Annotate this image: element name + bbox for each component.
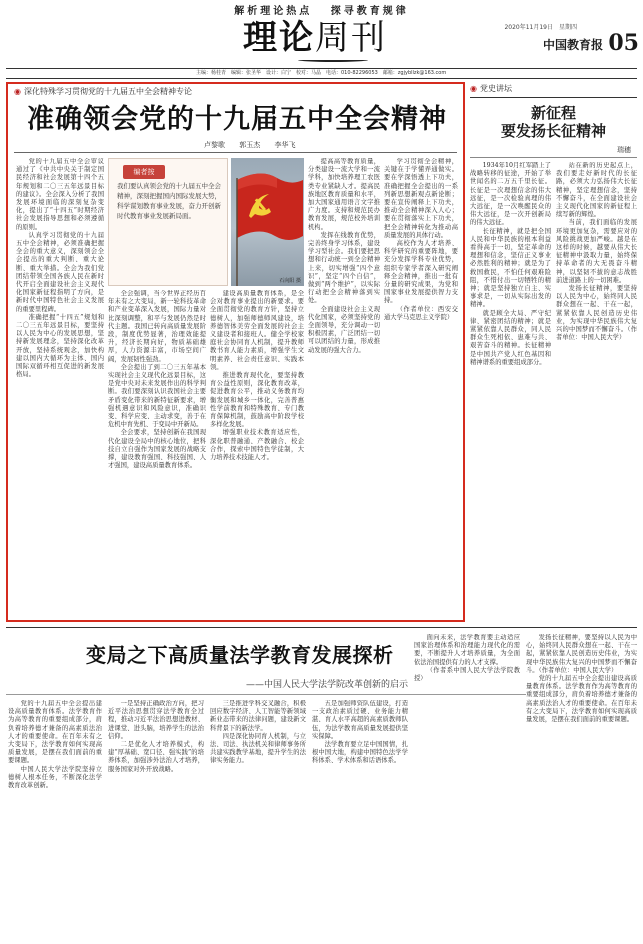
author-3: 李华飞 bbox=[274, 141, 296, 149]
right-headline-line-2: 要发扬长征精神 bbox=[500, 122, 606, 140]
bottom-column-2 bbox=[108, 700, 204, 940]
main-article[interactable] bbox=[6, 82, 465, 622]
column-title-bold: 理论 bbox=[243, 18, 315, 58]
paragraph: 中国人民大学法学院坚持立德树人根本任务，不断深化法学教育改革创新。 bbox=[8, 765, 102, 790]
bottom-column-5 bbox=[414, 634, 520, 940]
paragraph: 学习贯彻全会精神，关键在于学懂弄通做实。要在学深悟透上下功夫，准确把握全会提出的一系列新思想新观点新论断；要在宣传阐释上下功夫，推动全会精神深入人心；要在贯彻落实上下功夫，把全会精神转化为推动高质量发展的具体行动。 bbox=[384, 158, 458, 239]
page-number: 05 bbox=[608, 30, 639, 56]
paragraph: 二是优化人才培养模式，构建“厚基础、宽口径、强实践”的培养体系，加强涉外法治人才培养，服务国家对外开放战略。 bbox=[108, 741, 204, 773]
article-column-4 bbox=[308, 158, 380, 618]
section-bullet-icon: ◉ bbox=[470, 84, 477, 93]
paragraph: 认真学习贯彻党的十九届五中全会精神，必须准确把握全会的重大意义，深刻领会全会提出的重大判断、重大论断、重大举措。全会为我们党团结带领全国各族人民在新时代开启全面建设社会主义现代化国家新征程指明了方向，是新时代中国特色社会主义发展的重要里程碑。 bbox=[16, 231, 104, 313]
byline bbox=[204, 140, 303, 150]
party-flag-icon bbox=[231, 158, 304, 286]
paragraph: 全会强调，当今世界正经历百年未有之大变局，新一轮科技革命和产业变革深入发展，国际力量对比深刻调整，和平与发展仍然是时代主题。我国已转向高质量发展阶段，制度优势显著，治理效能提升，经济长期向好，物质基础雄厚，人力资源丰富，市场空间广阔，发展韧性强劲。 bbox=[108, 290, 206, 363]
right-column-article[interactable] bbox=[470, 82, 637, 622]
paragraph: （作者系中国人民大学法学院教授） bbox=[414, 666, 520, 683]
bottom-subhead: ——中国人民大学法学院改革创新的启示 bbox=[246, 680, 409, 690]
article-kicker bbox=[14, 84, 192, 100]
bottom-column-1 bbox=[8, 700, 102, 940]
author-2: 郭玉杰 bbox=[239, 141, 261, 149]
right-column-text-1 bbox=[470, 162, 551, 618]
paragraph: 长征精神，就是把全国人民和中华民族的根本利益看得高于一切，坚定革命的理想和信念，坚信正义事业必然胜利的精神；就是为了救国救民，不怕任何艰难险阻，不惜付出一切牺牲的精神；就是坚持独立自主、实事求是，一切从实际出发的精神。 bbox=[470, 227, 551, 309]
paragraph: 面向未来，法学教育要主动适应国家治理体系和治理能力现代化的需要，不断提升人才培养质量，为全面依法治国提供有力的人才支撑。 bbox=[414, 634, 520, 666]
paragraph: 当前，我们面临的发展环境更加复杂，需要应对的风险挑战更加严峻。越是在这样的时候，越要从伟大长征精神中汲取力量，始终保持革命者的大无畏奋斗精神，以坚韧不拔的意志战胜前进道路上的一切困难。 bbox=[556, 219, 637, 284]
paragraph: 三是推进学科交叉融合，积极回应数字经济、人工智能等新领域新业态带来的法律问题，建设新文科背景下的新法学。 bbox=[210, 700, 306, 732]
headline-divider bbox=[14, 152, 457, 153]
kicker-text: 深化特殊学习贯彻党的十九届五中全会精神专论 bbox=[23, 87, 192, 96]
right-column-text-2 bbox=[556, 162, 637, 618]
right-headline-line-1: 新征程 bbox=[530, 104, 576, 122]
editor-note-text: 我们要认真领会党的十九届五中全会精神，深刻把握国内国际发展大势，科学谋划教育事业发展，奋力开创新时代教育事业发展新局面。 bbox=[117, 182, 221, 220]
bottom-column-6 bbox=[526, 634, 637, 940]
article-column-3 bbox=[210, 290, 304, 618]
editor-note-badge: 编者按 bbox=[123, 165, 165, 179]
paragraph: 发扬长征精神，要坚持以人民为中心，始终同人民群众想在一起、干在一起，紧紧依靠人民创造历史伟业，为实现中华民族伟大复兴的中国梦而不懈奋斗。（作者单位：中国人民大学） bbox=[556, 285, 637, 342]
paragraph: 法学教育要立足中国国情，扎根中国大地，构建中国特色法学学科体系、学术体系和话语体系。 bbox=[312, 741, 408, 765]
paragraph: 增强职业技术教育适应性，深化职普融通、产教融合、校企合作，探索中国特色学徒制，大力培养技术技能人才。 bbox=[210, 429, 304, 462]
paragraph: 推进教育现代化，要坚持教育公益性原则，深化教育改革，促进教育公平，推动义务教育均衡发展和城乡一体化，完善普惠性学前教育和特殊教育、专门教育保障机制，鼓励高中阶段学校多样化发展。 bbox=[210, 372, 304, 429]
paragraph: 党的十九届五中全会提出建设高质量教育体系。法学教育作为高等教育的重要组成部分，肩负着培养德才兼备的高素质法治人才的重要使命。在百年未有之大变局下，法学教育如何实现高质量发展，是摆在我们面前的重要课题。 bbox=[8, 700, 102, 765]
right-author: 瑞穗 bbox=[617, 146, 631, 154]
paragraph: 全会要求，坚持创新在我国现代化建设全局中的核心地位，把科技自立自强作为国家发展的战略支撑，建设教育强国、科技强国、人才强国，建设高质量教育体系。 bbox=[108, 429, 206, 470]
masthead bbox=[0, 0, 643, 80]
right-divider bbox=[470, 157, 637, 158]
paragraph: 四是深化协同育人机制，与立法、司法、执法机关和律师事务所共建实践教学基地，提升学生的法律实务能力。 bbox=[210, 732, 306, 765]
paragraph: 提高高等教育质量，分类建设一流大学和一流学科，加快培养理工农医类专业紧缺人才。提高民族地区教育质量和水平，加大国家通用语言文字推广力度。支持和规范民办教育发展，规范校外培训机构。 bbox=[308, 158, 380, 231]
paragraph: 党的十九届五中全会提出建设高质量教育体系。法学教育作为高等教育的重要组成部分，肩负着培养德才兼备的高素质法治人才的重要使命。在百年未有之大变局下，法学教育如何实现高质量发展，是摆在我们面前的重要课题。 bbox=[526, 675, 637, 724]
paragraph: 发挥在线教育优势，完善终身学习体系，建设学习型社会。我们要把思想和行动统一到全会精神上来，切实增强“四个意识”，坚定“四个自信”，做到“两个维护”，以实际行动把全会精神落到实处。 bbox=[308, 231, 380, 305]
column-title-thin: 周刊 bbox=[315, 18, 387, 58]
editor-info-line: 主编：杨桂青 编辑：张圣华 设计：白宁 校对：马晶 电话：010-82296053 邮箱：zgjybllzk@163.com bbox=[6, 68, 637, 79]
issue-date: 2020年11月19日 星期四 bbox=[504, 24, 577, 31]
paragraph: 党的十九届五中全会审议通过了《中共中央关于制定国民经济和社会发展第十四个五年规划和二〇三五年远景目标的建议》。全会深入分析了我国发展环境面临的深刻复杂变化，提出了“十四五”时期经济社会发展指导思想和必须遵循的原则。 bbox=[16, 158, 104, 231]
paragraph: 全面建设社会主义现代化国家，必须坚持党的全面领导，充分调动一切积极因素，广泛团结一切可以团结的力量，形成推动发展的强大合力。 bbox=[308, 305, 380, 354]
section-tag-text: 党史讲坛 bbox=[479, 84, 512, 93]
paragraph: 发扬长征精神，要坚持以人民为中心，始终同人民群众想在一起、干在一起，紧紧依靠人民创造历史伟业，为实现中华民族伟大复兴的中国梦而不懈奋斗。（作者单位：中国人民大学） bbox=[526, 634, 637, 674]
author-1: 卢黎歌 bbox=[204, 141, 225, 149]
article-column-1 bbox=[16, 158, 104, 618]
paragraph: 站在新的历史起点上，我们要走好新时代的长征路，必须大力弘扬伟大长征精神，坚定理想信念，坚持不懈奋斗，在全面建设社会主义现代化国家的新征程上续写新的辉煌。 bbox=[556, 162, 637, 219]
paragraph: 1934年10月红军踏上了战略转移的征途，开始了举世闻名的二万五千里长征。长征是一次理想信念的伟大远征，是一次检验真理的伟大远征，是一次唤醒民众的伟大远征，是一次开创新局的伟大远征。 bbox=[470, 162, 551, 227]
main-headline: 准确领会党的十九届五中全会精神 bbox=[27, 104, 447, 135]
editor-note-box bbox=[108, 158, 228, 286]
bottom-section-divider bbox=[6, 627, 637, 628]
paragraph: 就是顾全大局、严守纪律、紧密团结的精神；就是紧紧依靠人民群众，同人民群众生死相依、患难与共、艰苦奋斗的精神。长征精神是中国共产党人红色基因和精神谱系的重要组成部分。 bbox=[470, 309, 551, 366]
section-tag bbox=[470, 82, 512, 96]
paragraph: 准确把握“十四五”规划和二〇三五年远景目标，要坚持以人民为中心的发展思想，坚持新发展理念，坚持深化改革开放，坚持系统观念，加快构建以国内大循环为主体、国内国际双循环相互促进的新发展格局。 bbox=[16, 313, 104, 379]
paragraph: 建设高质量教育体系，是全会对教育事业提出的新要求。要全面贯彻党的教育方针，坚持立德树人，加强师德师风建设，培养德智体美劳全面发展的社会主义建设者和接班人。健全学校家庭社会协同育人机制，提升教师教书育人能力素质，增强学生文明素养、社会责任意识、实践本领。 bbox=[210, 290, 304, 371]
article-column-5 bbox=[384, 158, 458, 618]
kicker-bullet-icon: ◉ bbox=[14, 87, 21, 96]
article-column-2 bbox=[108, 290, 206, 618]
newspaper-name: 中国教育报 bbox=[542, 38, 603, 52]
bottom-headline: 变局之下高质量法学教育发展探析 bbox=[86, 643, 394, 667]
party-flag-photo bbox=[231, 158, 304, 286]
paragraph: 全会提出了到二〇三五年基本实现社会主义现代化远景目标，这是党中央对未来发展作出的科学判断。我们要深刻认识我国社会主要矛盾变化带来的新特征新要求，增强机遇意识和风险意识，准确识变、科学应变、主动求变，善于在危机中育先机、于变局中开新局。 bbox=[108, 363, 206, 429]
slogan-right: 探寻教育规律 bbox=[330, 6, 409, 17]
paragraph: 一是坚持正确政治方向，把习近平法治思想贯穿法学教育全过程，推动习近平法治思想进教材、进课堂、进头脑，培养学生的法治信仰。 bbox=[108, 700, 204, 740]
bottom-column-4 bbox=[312, 700, 408, 940]
photo-credit: 石向阳 摄 bbox=[279, 278, 301, 284]
masthead-slogan bbox=[200, 2, 443, 17]
section-divider bbox=[470, 97, 637, 98]
title-swash bbox=[298, 58, 368, 62]
column-title bbox=[243, 16, 387, 60]
paragraph: 五是加强师资队伍建设，打造一支政治素质过硬、业务能力精湛、育人水平高超的高素质教师队伍，为法学教育高质量发展提供坚实保障。 bbox=[312, 700, 408, 740]
paragraph: （作者单位：西安交通大学马克思主义学院） bbox=[384, 305, 458, 321]
paragraph: 高校作为人才培养、科学研究的重要阵地，要充分发挥学科专业优势，组织专家学者深入研究阐释全会精神，推出一批有分量的研究成果，为党和国家事业发展提供智力支持。 bbox=[384, 240, 458, 305]
bottom-column-3 bbox=[210, 700, 306, 940]
slogan-left: 解析理论热点 bbox=[234, 6, 313, 17]
